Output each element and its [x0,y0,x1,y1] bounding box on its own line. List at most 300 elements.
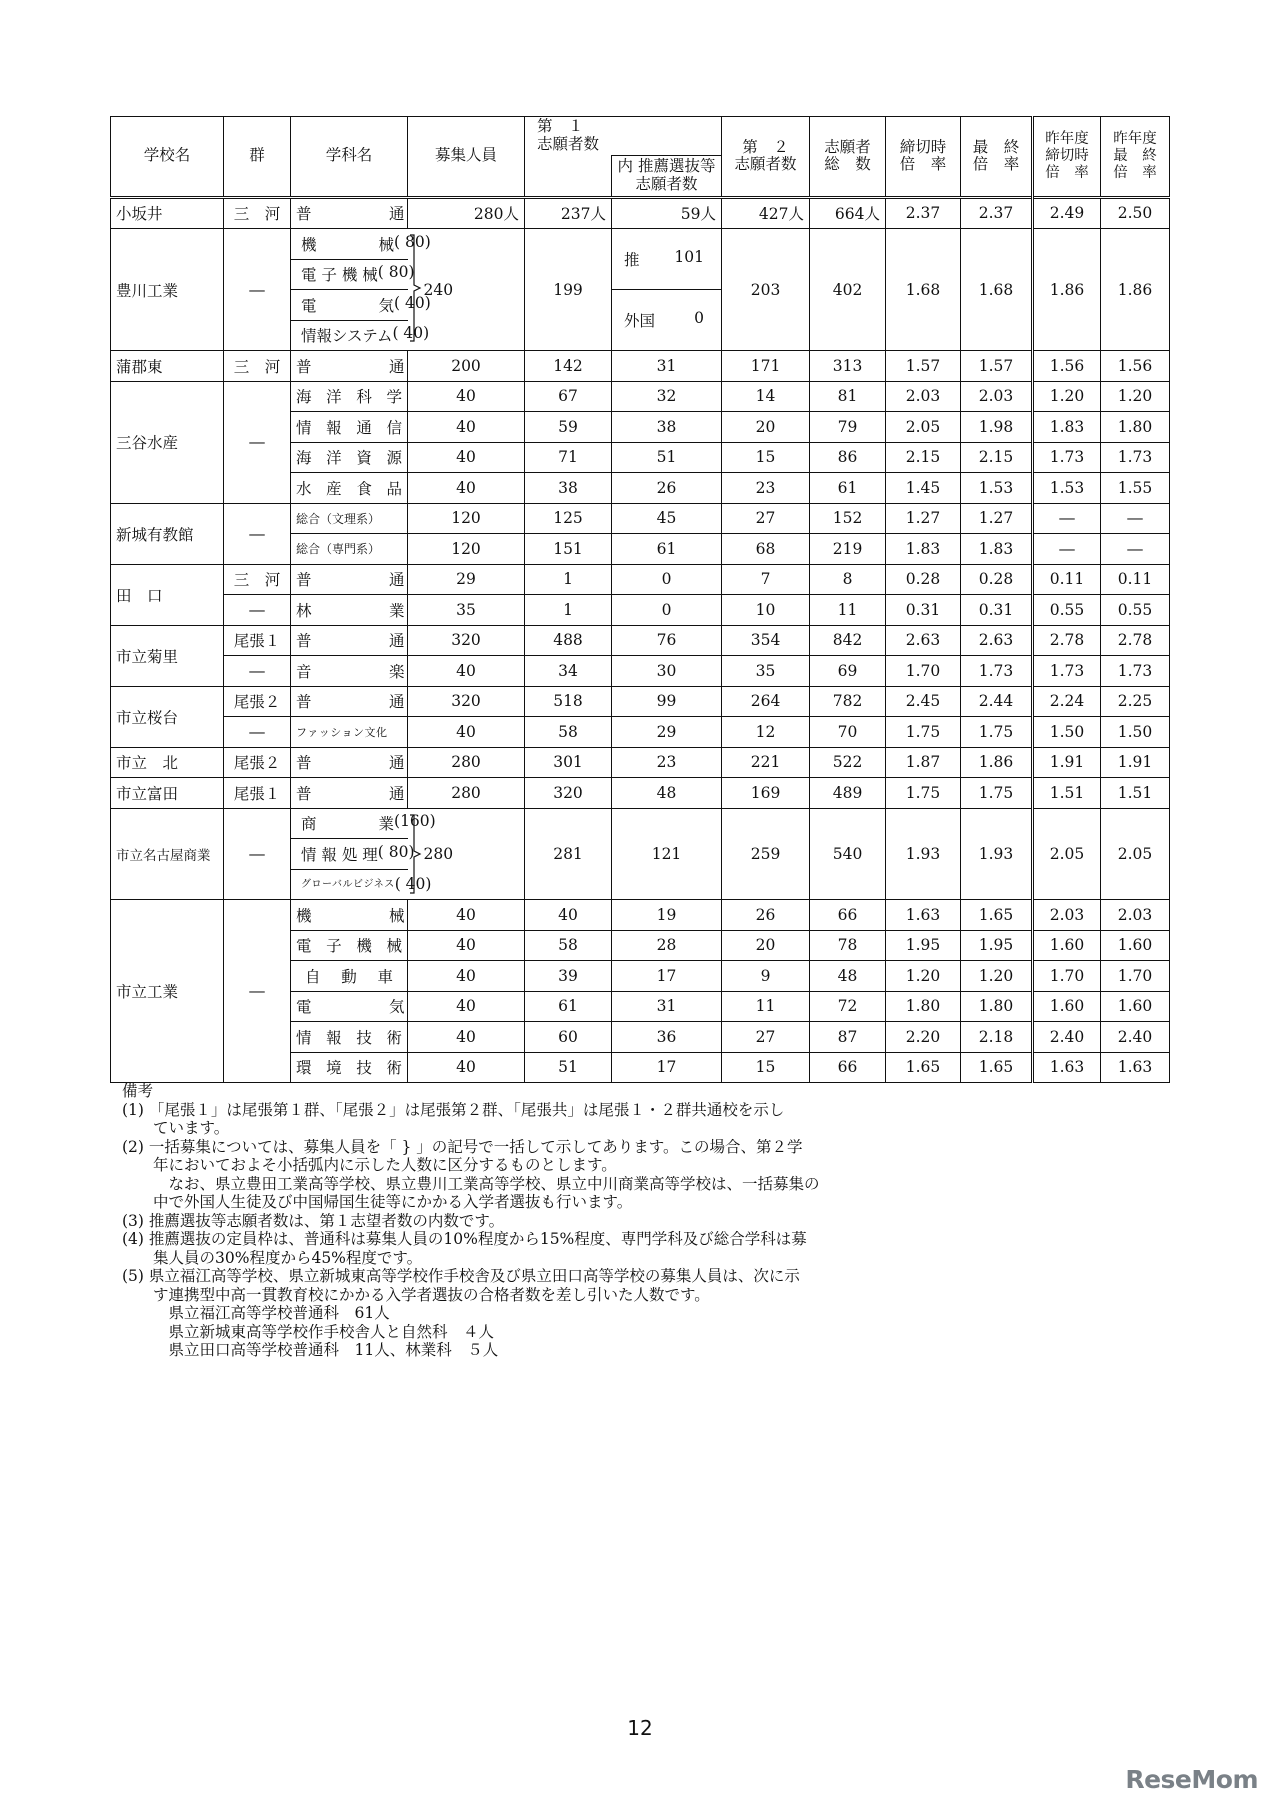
recommend-cell: 28 [612,930,722,961]
prev-final-cell: 1.60 [1101,991,1170,1022]
first-cell: 281 [525,808,612,900]
dept-cell: 情 報 技 術 [291,1022,408,1053]
dept-cell: 林 業 [291,595,408,626]
header-dept: 学科名 [291,117,408,198]
final-cell: 1.75 [961,778,1033,809]
rate-cell: 1.65 [886,1052,961,1083]
capacity-cell: 40 [408,1052,525,1083]
prev-rate-cell: 1.83 [1033,412,1101,443]
prev-final-cell: 2.03 [1101,900,1170,931]
school-name: 豊川工業 [111,229,224,351]
second-cell: 7 [722,564,810,595]
capacity-cell: 120 [408,503,525,534]
rate-cell: 1.68 [886,229,961,351]
prev-rate-cell: 2.49 [1033,197,1101,229]
group-cell: ― [224,900,291,1083]
rate-cell: 1.83 [886,534,961,565]
header-first-line1: 第 １ [537,117,584,136]
dept-name: 機 械 [301,235,395,254]
prev-rate-cell: 1.51 [1033,778,1101,809]
header-prev-deadline [1033,117,1101,198]
capacity-cell: 280 [408,778,525,809]
rate-cell: 2.03 [886,381,961,412]
header-prev-deadline-line3: 倍 率 [1045,164,1089,181]
final-cell: 1.53 [961,473,1033,504]
group-cell: ― [224,808,291,900]
header-deadline-rate [886,117,961,198]
school-name: 市立 北 [111,747,224,778]
note-line: (1) 「尾張１」は尾張第１群、「尾張２」は尾張第２群、「尾張共」は尾張１・２群共通校を示し [122,1100,785,1119]
total-cell: 11 [810,595,886,626]
dept-cell: 水 産 食 品 [291,473,408,504]
prev-final-cell: ― [1101,534,1170,565]
first-cell: 199 [525,229,612,351]
note-line: 年においておよそ小括弧内に示した人数に区分するものとします。 [122,1156,617,1174]
dept-cell: 普 通 [291,625,408,656]
capacity-cell: 320 [408,625,525,656]
prev-rate-cell: 1.91 [1033,747,1101,778]
header-school: 学校名 [111,117,224,198]
note-line: 中で外国人生徒及び中国帰国生徒等にかかる入学者選抜も行います。 [122,1193,633,1211]
capacity-cell: 200 [408,351,525,382]
rate-cell: 1.70 [886,656,961,687]
dept-cell: 普 通 [291,747,408,778]
bracket-icon [408,813,424,895]
header-second-line2: 志願者数 [734,155,797,174]
total-cell: 402 [810,229,886,351]
school-name: 市立名古屋商業 [111,808,224,900]
prev-final-cell: 2.40 [1101,1022,1170,1053]
page-number: 12 [627,1716,653,1740]
final-cell: 0.31 [961,595,1033,626]
prev-final-cell: 0.11 [1101,564,1170,595]
capacity-cell: 40 [408,473,525,504]
recommend-cell: 76 [612,625,722,656]
recommend-cell: 51 [612,442,722,473]
header-first-line2: 志願者数 [537,135,600,153]
recommend-cell: 0 [612,595,722,626]
group-cell: 尾張２ [224,747,291,778]
table-row [111,717,1170,748]
header-prev-deadline-line2: 締切時 [1045,147,1089,164]
final-cell: 2.03 [961,381,1033,412]
dept-cell: 普 通 [291,778,408,809]
note-line: ています。 [122,1119,230,1137]
dept-cell: 普 通 [291,564,408,595]
dept-name: 商 業 [301,815,395,834]
final-cell: 1.20 [961,961,1033,992]
prev-final-cell: 2.50 [1101,197,1170,229]
prev-final-cell: 1.73 [1101,442,1170,473]
dept-cell: ファッション文化 [291,717,408,748]
final-cell: 1.65 [961,900,1033,931]
first-cell: 58 [525,930,612,961]
prev-rate-cell: 1.73 [1033,656,1101,687]
final-cell: 1.86 [961,747,1033,778]
recommend-cell: 31 [612,351,722,382]
table-row [111,351,1170,382]
prev-rate-cell: ― [1033,503,1101,534]
rate-cell: 1.93 [886,808,961,900]
prev-final-cell: 0.55 [1101,595,1170,626]
recommend-label: 推 [624,251,640,270]
header-total-line1: 志願者 [824,137,871,156]
first-cell: 40 [525,900,612,931]
header-first [525,117,722,156]
total-cell: 8 [810,564,886,595]
school-name: 市立桜台 [111,686,224,747]
rate-cell: 2.37 [886,197,961,229]
second-cell: 427人 [722,197,810,229]
group-cell: ― [224,656,291,687]
prev-rate-cell: 2.24 [1033,686,1101,717]
note-line: なお、県立豊田工業高等学校、県立豊川工業高等学校、県立中川商業高等学校は、一括募集の [122,1174,820,1193]
second-cell: 12 [722,717,810,748]
second-cell: 23 [722,473,810,504]
rate-cell: 2.05 [886,412,961,443]
capacity-cell: 29 [408,564,525,595]
total-cell: 86 [810,442,886,473]
total-cell: 489 [810,778,886,809]
school-name: 小坂井 [111,197,224,229]
dept-name: 情 報 処 理 [301,845,378,864]
prev-rate-cell: 1.56 [1033,351,1101,382]
final-cell: 2.44 [961,686,1033,717]
table-row [111,656,1170,687]
table-row [111,595,1170,626]
dept-cell [291,290,431,321]
capacity-cell: 320 [408,686,525,717]
table-header [111,117,1170,198]
group-cell: 三 河 [224,197,291,229]
final-cell: 1.68 [961,229,1033,351]
final-cell: 1.98 [961,412,1033,443]
total-cell: 152 [810,503,886,534]
recommend-cell: 38 [612,412,722,443]
bracket-icon [408,233,424,343]
first-cell: 38 [525,473,612,504]
dept-cell: 普 通 [291,686,408,717]
capacity-cell: 35 [408,595,525,626]
prev-rate-cell: 1.20 [1033,381,1101,412]
prev-rate-cell: 1.70 [1033,961,1101,992]
prev-final-cell: 1.56 [1101,351,1170,382]
recommend-cell: 48 [612,778,722,809]
first-cell: 320 [525,778,612,809]
group-cell: 三 河 [224,351,291,382]
rate-cell: 0.31 [886,595,961,626]
total-cell: 87 [810,1022,886,1053]
total-cell: 313 [810,351,886,382]
group-cell: ― [224,503,291,564]
school-name: 市立富田 [111,778,224,809]
recommend-cell: 99 [612,686,722,717]
prev-rate-cell: 2.40 [1033,1022,1101,1053]
second-cell: 14 [722,381,810,412]
table-row [111,503,1170,534]
second-cell: 221 [722,747,810,778]
rate-cell: 2.45 [886,686,961,717]
capacity-cell [408,808,525,900]
recommend-cell [612,229,722,290]
header-total-line2: 総 数 [824,155,871,174]
capacity-value: 240 [423,280,454,299]
first-cell: 1 [525,564,612,595]
dept-cell: 海 洋 資 源 [291,442,408,473]
dept-cell: 総合（専門系） [291,534,408,565]
table-row [111,747,1170,778]
prev-final-cell: 1.91 [1101,747,1170,778]
recommend-cell: 29 [612,717,722,748]
first-cell: 1 [525,595,612,626]
prev-final-cell: 1.60 [1101,930,1170,961]
dept-name: 電 子 機 械 [301,266,378,285]
rate-cell: 1.45 [886,473,961,504]
second-cell: 11 [722,991,810,1022]
total-cell: 79 [810,412,886,443]
prev-rate-cell: 0.11 [1033,564,1101,595]
table-row [111,778,1170,809]
dept-cell [291,259,415,290]
recommend-value: 101 [674,248,705,267]
school-name: 市立菊里 [111,625,224,686]
header-deadline-line2: 倍 率 [899,155,947,174]
school-name: 三谷水産 [111,381,224,503]
prev-rate-cell: 1.60 [1033,991,1101,1022]
dept-cell [291,839,415,870]
final-cell: 1.95 [961,930,1033,961]
table-row [111,900,1170,931]
capacity-cell: 120 [408,534,525,565]
table-row [111,197,1170,229]
prev-final-cell: 2.25 [1101,686,1170,717]
prev-final-cell: 1.80 [1101,412,1170,443]
prev-final-cell: ― [1101,503,1170,534]
school-name: 田 口 [111,564,224,625]
total-cell: 522 [810,747,886,778]
header-prev-deadline-line1: 昨年度 [1045,131,1089,148]
dept-cell [291,869,432,900]
note-line: (5) 県立福江高等学校、県立新城東高等学校作手校舎及び県立田口高等学校の募集人員は、次に示 [122,1267,800,1285]
first-cell: 59 [525,412,612,443]
prev-final-cell: 1.55 [1101,473,1170,504]
dept-cell: 電 子 機 械 [291,930,408,961]
first-cell: 51 [525,1052,612,1083]
total-cell: 664人 [810,197,886,229]
rate-cell: 1.57 [886,351,961,382]
capacity-cell: 40 [408,442,525,473]
prev-final-cell: 1.51 [1101,778,1170,809]
rate-cell: 2.63 [886,625,961,656]
second-cell: 27 [722,1022,810,1053]
header-final-line1: 最 終 [972,137,1020,156]
prev-final-cell: 1.73 [1101,656,1170,687]
group-cell: ― [224,229,291,351]
second-cell: 171 [722,351,810,382]
total-cell: 66 [810,900,886,931]
recommend-cell: 30 [612,656,722,687]
capacity-cell: 40 [408,717,525,748]
second-cell: 169 [722,778,810,809]
final-cell: 2.18 [961,1022,1033,1053]
first-cell: 34 [525,656,612,687]
second-cell: 68 [722,534,810,565]
dept-quota: ( 80) [394,232,431,251]
note-line: 県立新城東高等学校作手校舎人と自然科 ４人 [122,1322,495,1341]
second-cell: 9 [722,961,810,992]
dept-cell [291,229,431,260]
school-name: 市立工業 [111,900,224,1083]
header-prev-final-line1: 昨年度 [1113,131,1157,148]
dept-quota: ( 40) [394,875,432,894]
final-cell: 1.83 [961,534,1033,565]
first-cell: 58 [525,717,612,748]
final-cell: 1.27 [961,503,1033,534]
capacity-cell: 40 [408,656,525,687]
table-row [111,686,1170,717]
recommend-cell: 31 [612,991,722,1022]
second-cell: 35 [722,656,810,687]
final-cell: 2.15 [961,442,1033,473]
dept-quota: ( 80) [377,842,415,861]
second-cell: 26 [722,900,810,931]
table-row [111,808,1170,839]
dept-cell: 海 洋 科 学 [291,381,408,412]
prev-final-cell: 2.78 [1101,625,1170,656]
rate-cell: 1.27 [886,503,961,534]
total-cell: 72 [810,991,886,1022]
prev-rate-cell: 1.53 [1033,473,1101,504]
recommend-cell: 59人 [612,197,722,229]
dept-cell: 機 械 [291,900,408,931]
second-cell: 264 [722,686,810,717]
capacity-cell: 280人 [408,197,525,229]
dept-cell: 情 報 通 信 [291,412,408,443]
dept-cell [291,808,436,839]
second-cell: 203 [722,229,810,351]
prev-rate-cell: 0.55 [1033,595,1101,626]
table-row [111,381,1170,412]
recommend-cell: 61 [612,534,722,565]
dept-quota: ( 80) [377,263,415,282]
recommend-cell: 19 [612,900,722,931]
header-deadline-line1: 締切時 [899,137,947,156]
total-cell: 61 [810,473,886,504]
capacity-value: 280 [423,844,454,863]
first-cell: 71 [525,442,612,473]
rate-cell: 1.80 [886,991,961,1022]
final-cell: 1.75 [961,717,1033,748]
final-cell: 1.65 [961,1052,1033,1083]
dept-cell: 音 楽 [291,656,408,687]
group-cell: 三 河 [224,564,291,595]
note-line: 集人員の30%程度から45%程度です。 [122,1248,423,1267]
first-cell: 488 [525,625,612,656]
note-line: 県立田口高等学校普通科 11人、林業科 ５人 [122,1341,499,1359]
table-row [111,229,1170,260]
group-cell: ― [224,381,291,503]
total-cell: 81 [810,381,886,412]
prev-final-cell: 1.86 [1101,229,1170,351]
note-line: (2) 一括募集については、募集人員を「 } 」の記号で一括して示してあります。この場合、第２学 [122,1137,803,1156]
second-cell: 15 [722,442,810,473]
prev-rate-cell: 2.78 [1033,625,1101,656]
first-cell: 518 [525,686,612,717]
first-cell: 61 [525,991,612,1022]
group-cell: 尾張２ [224,686,291,717]
dept-name: グローバルビジネス [301,879,395,891]
group-cell: 尾張１ [224,625,291,656]
final-cell: 1.73 [961,656,1033,687]
header-capacity: 募集人員 [408,117,525,198]
prev-final-cell: 2.05 [1101,808,1170,900]
recommend-cell: 32 [612,381,722,412]
header-final-rate [961,117,1033,198]
second-cell: 20 [722,930,810,961]
final-cell: 0.28 [961,564,1033,595]
rate-cell: 1.20 [886,961,961,992]
rate-cell: 1.75 [886,778,961,809]
rate-cell: 0.28 [886,564,961,595]
final-cell: 2.63 [961,625,1033,656]
group-cell: ― [224,717,291,748]
second-cell: 354 [722,625,810,656]
second-cell: 20 [722,412,810,443]
foreign-label: 外国 [624,312,656,331]
header-second [722,117,810,198]
header-group: 群 [224,117,291,198]
header-second-line1: 第 ２ [742,137,789,156]
capacity-cell: 40 [408,900,525,931]
prev-final-cell: 1.20 [1101,381,1170,412]
applicant-table [110,116,1170,1083]
header-total [810,117,886,198]
note-line: (3) 推薦選抜等志願者数は、第１志望者数の内数です。 [122,1211,505,1230]
recommend-cell: 26 [612,473,722,504]
final-cell: 2.37 [961,197,1033,229]
final-cell: 1.80 [961,991,1033,1022]
first-cell: 301 [525,747,612,778]
recommend-cell: 17 [612,961,722,992]
recommend-cell: 17 [612,1052,722,1083]
dept-cell: 普 通 [291,197,408,229]
school-name: 蒲郡東 [111,351,224,382]
first-cell: 39 [525,961,612,992]
table-row [111,625,1170,656]
capacity-cell: 40 [408,381,525,412]
rate-cell: 1.75 [886,717,961,748]
prev-rate-cell: 1.63 [1033,1052,1101,1083]
group-cell: 尾張１ [224,778,291,809]
header-prev-final [1101,117,1170,198]
dept-name: 電 気 [301,296,395,315]
total-cell: 842 [810,625,886,656]
total-cell: 219 [810,534,886,565]
capacity-cell [408,229,525,351]
capacity-cell: 40 [408,991,525,1022]
rate-cell: 2.15 [886,442,961,473]
total-cell: 48 [810,961,886,992]
dept-cell: 自 動 車 [291,961,408,992]
recommend-cell: 45 [612,503,722,534]
recommend-cell: 0 [612,564,722,595]
capacity-cell: 40 [408,930,525,961]
rate-cell: 1.95 [886,930,961,961]
prev-rate-cell: 1.60 [1033,930,1101,961]
final-cell: 1.57 [961,351,1033,382]
notes [122,1082,942,1360]
total-cell: 66 [810,1052,886,1083]
